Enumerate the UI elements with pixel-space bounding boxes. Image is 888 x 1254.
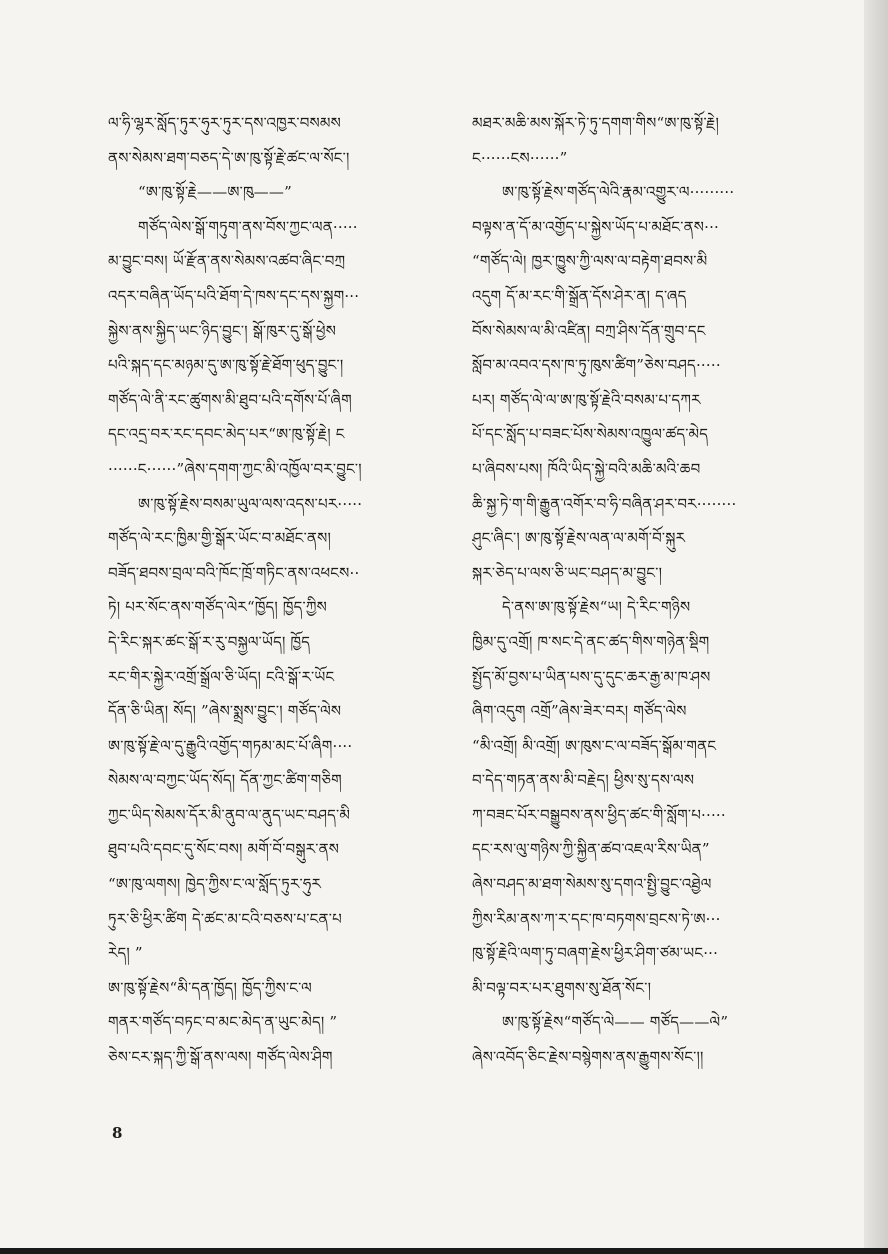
text-line: གནར་གཙོད་བཏང་བ་མང་མེད་ན་ཡུང་མེད། ” xyxy=(108,1013,338,1032)
text-line: ཏེ། པར་སོང་ནས་གཙོད་ལེར“ཁྱོད། ཁྱོད་ཀྱིས xyxy=(108,598,327,617)
text-line: དང་འདྲ་བར་རང་དབང་མེད་པར“ཨ་ཁུ་སྟོ་རྗེ། ང xyxy=(108,425,345,444)
scan-bottom-edge xyxy=(0,1248,888,1254)
text-line: ཀྱང་ཡིད་སེམས་དོར་མི་ནུབ་ལ་ནུད་ཡང་བཤད་མི xyxy=(108,805,351,824)
text-line: དོན་ཅི་ཡིན། སོད། ”ཞེས་སྨྲས་བྱུང་། གཙོད་ལེས xyxy=(108,702,342,721)
text-line: མཐར་མཆི་མས་སྐོར་ཏེ་ཏུ་དགག་གིས“ཨ་ཁུ་སྟོ་རྗེ། xyxy=(472,114,719,132)
text-line: འདུག དོ་མ་རང་གི་སྒྲོན་དོས་ཤེར་ན། ད་ཞད xyxy=(472,286,687,305)
text-line: དེ་རིང་སྐར་ཚང་སྒོ་ར་རུ་བསྐྱལ་ཡོད། ཁྱོད xyxy=(108,632,311,651)
text-line: པོ་དང་སློད་པ་བཟང་པོས་སེམས་འཁྱུལ་ཚད་མེད xyxy=(472,425,709,444)
text-line: ཨ་ཁུ་སྟོ་རྗེས“གཙོད་ལེ—— གཙོད——ལེ” xyxy=(502,1013,729,1032)
text-line: “མི་འགྲོ། མི་འགྲོ། ཨ་ཁུས་ང་ལ་བཟོད་སྒོམ་གནང xyxy=(472,736,717,755)
text-line: མ་བྱུང་བས། ཡོ་རྫོན་ནས་སེམས་འཚབ་ཞིང་བཀྲ xyxy=(108,252,346,271)
text-line: ཏུར་ཅི་ཕྱིར་ཚིག དེ་ཚང་མ་ངའི་བཅས་པ་ངན་པ xyxy=(108,909,342,928)
text-line: ཅེས་ངར་སྐད་ཀྱི་སྒོ་ནས་ལས། གཙོད་ལེས་ཤིག xyxy=(108,1048,333,1067)
text-line: ཨ་ཁུ་སྟོ་རྗེ་ལ་དུ་རྒྱུའི་འགྱོད་གཏམ་མང་པོ་ཞིག···· xyxy=(108,736,353,755)
text-line: པའི་སྐད་དང་མཉམ་དུ་ཨ་ཁུ་སྟོ་རྗེ་ཐོག་ཕུད་བྱུང་། xyxy=(108,356,344,375)
text-line: འདར་བཞིན་ཡོད་པའི་ཐོག་དེ་ཁས་དང་དས་སྐྱག··· xyxy=(108,286,360,305)
text-line: བ་དེད་གཏན་ནས་མི་བརྗེད། ཕྱིས་སུ་དས་ལས xyxy=(472,771,695,790)
text-line: ཀ་བཟང་པོར་བསྒྱུབས་ནས་ཕྱིད་ཚང་གི་སློག་པ····· xyxy=(472,805,726,824)
text-line: དེ་ནས་ཨ་ཁུ་སྟོ་རྗེས“ཡ། དེ་རིང་གཉིས xyxy=(502,598,691,617)
text-line: གཙོད་ལེས་སྒོ་གཏུག་ནས་བོས་ཀྱང་ལན····· xyxy=(138,217,358,236)
text-line: ཆི་སྐྱ་ཏེ་ག་གི་རྒྱུན་འགོར་བ་ཧི་བཞིན་ཤར་བར········ xyxy=(472,494,737,513)
text-line: རང་གིར་སྐྱེར་འགྲོ་སྒྲོལ་ཅི་ཡོད། ངའི་སྒོ་ར་ཡོང xyxy=(108,667,335,686)
text-line: སློབ་མ་འབའ་དས་ཁ་ཏུ་ཁུས་ཚིག”ཅེས་བཤད····· xyxy=(472,356,721,375)
text-line: ཐུབ་པའི་དབང་དུ་སོང་བས། མགོ་བོ་བསྒུར་ནས xyxy=(108,840,340,859)
text-line: བོས་སེམས་ལ་མི་འཛིན། བཀྲ་ཤིས་དོན་གྲུབ་དང xyxy=(472,321,706,340)
text-line: ཁྱིམ་དུ་འགྲོ། ཁ་སང་དེ་ནང་ཚད་གིས་གཉེན་སྡིག xyxy=(472,632,710,651)
text-line: ནས་སེམས་ཐག་བཅད་དེ་ཨ་ཁུ་སྟོ་རྗེ་ཚང་ལ་སོང་། xyxy=(108,148,350,167)
page-edge xyxy=(864,0,888,1254)
text-line: ཨ་ཁུ་སྟོ་རྗེས་གཙོད་ལེའི་རྣམ་འགྱུར་ལ········· xyxy=(502,183,735,202)
left-text-column xyxy=(108,106,436,1075)
text-line: “གཙོད་ལེ། ཁྱར་ཁྱུས་ཀྱི་ལས་ལ་བརྟེག་ཐབས་མི xyxy=(472,252,708,271)
text-line: རེད། ” xyxy=(108,944,143,963)
text-line: ཨ་ཁུ་སྟོ་རྗེས་བསམ་ཡུལ་ལས་འདས་པར····· xyxy=(138,494,363,513)
right-text-column xyxy=(472,106,800,1075)
text-line: ཞེས་འབོད་ཅིང་རྗེས་བསྙེགས་ནས་རྒྱུགས་སོང་།། xyxy=(472,1048,704,1067)
text-line: ཨ་ཁུ་སྟོ་རྗེས“མི་དན་ཁྱོད། ཁྱོད་ཀྱིས་ང་ལ xyxy=(108,978,312,997)
text-line: སྤྱོད་མོ་བྱས་པ་ཡིན་པས་དུ་དུང་ཆར་རྒྱ་མ་ཁ་ཤས xyxy=(472,667,711,686)
text-line: ང······ངས······” xyxy=(472,148,568,167)
text-line: ཤུང་ཞིང་། ཨ་ཁུ་སྟོ་རྗེས་ལན་ལ་མགོ་བོ་སྐུར xyxy=(472,529,686,548)
text-line: པར། གཙོད་ལེ་ལ་ཨ་ཁུ་སྟོ་རྗེའི་བསམ་པ་དཀར xyxy=(472,390,701,409)
text-line: སེམས་ལ་བཀྱང་ཡོད་སོད། དོན་ཀྱང་ཚིག་གཅིག xyxy=(108,771,342,790)
text-line: གཙོད་ལེ་རང་ཁྱིམ་གྱི་སྒོར་ཡོང་བ་མཐོང་ནས། xyxy=(108,529,331,548)
text-line: ཞེས་བཤད་མ་ཐག་སེམས་སུ་དགའ་སྤྱི་བྱུང་འཐྱེལ xyxy=(472,875,712,894)
text-line: སྐྱེས་ནས་སྐྱིད་ཡང་ཉིད་བྱུང་། སྒོ་ཁུར་དུ་སྒོ་ཕྱེས xyxy=(108,321,337,340)
text-line: ལ་ཧི་ལྷར་སློད་ཏུར་ཧུར་ཏུར་དས་འཁྱར་བསམས xyxy=(108,114,341,132)
text-line: དང་རས་ལུ་གཉིས་ཀྱི་སྐྱིན་ཚབ་འཇལ་རིས་ཡིན” xyxy=(472,840,710,859)
text-line: “ཨ་ཁུ་ལགས། ཁྱེད་ཀྱིས་ང་ལ་སློད་ཏུར་ཧུར xyxy=(108,875,322,894)
text-line: གཙོད་ལེ་ནི་རང་ཚུགས་མི་ཐུབ་པའི་དགོས་པོ་ཞིག xyxy=(108,390,352,409)
text-line: “ཨ་ཁུ་སྟོ་རྗེ——ཨ་ཁུ——” xyxy=(138,183,292,202)
text-line: མི་བལྟ་བར་པར་ཐུགས་སུ་ཐོན་སོང་། xyxy=(472,978,652,997)
text-line: ཁུ་སྟོ་རྗེའི་ལག་ཏུ་བཞག་རྗེས་ཕྱིར་ཤིག་ཙམ་ཡང··· xyxy=(472,944,719,963)
text-line: བལྟས་ན་དོ་མ་འགྱོད་པ་སྐྱེས་ཡོད་པ་མཐོང་ནས··· xyxy=(472,217,720,236)
text-line: སྐར་ཅེད་པ་ལས་ཅི་ཡང་བཤད་མ་བྱུང་། xyxy=(472,563,663,582)
text-line: ཀྱིས་རིམ་ནས་ཀ་ར་དང་ཁ་བཏགས་བྲངས་ཏེ་ཨ··· xyxy=(472,909,721,928)
text-line: བཟོད་ཐབས་བྲལ་བའི་ཁོང་ཁྲོ་གཏིང་ནས་འཕངས·· xyxy=(108,563,360,582)
page-number: 8 xyxy=(112,1124,123,1142)
text-line: ······ང······”ཞེས་དགག་ཀྱང་མི་འཁྱོལ་བར་བྱུང་། xyxy=(108,459,362,478)
text-line: པ་ཞིབས་པས། ཁོའི་ཡིད་སྐྱེ་བའི་མཆི་མའི་ཆབ xyxy=(472,459,701,478)
text-line: ཞིག་འདུག འགྲོ”ཞེས་ཟེར་བར། གཙོད་ལེས xyxy=(472,702,687,721)
